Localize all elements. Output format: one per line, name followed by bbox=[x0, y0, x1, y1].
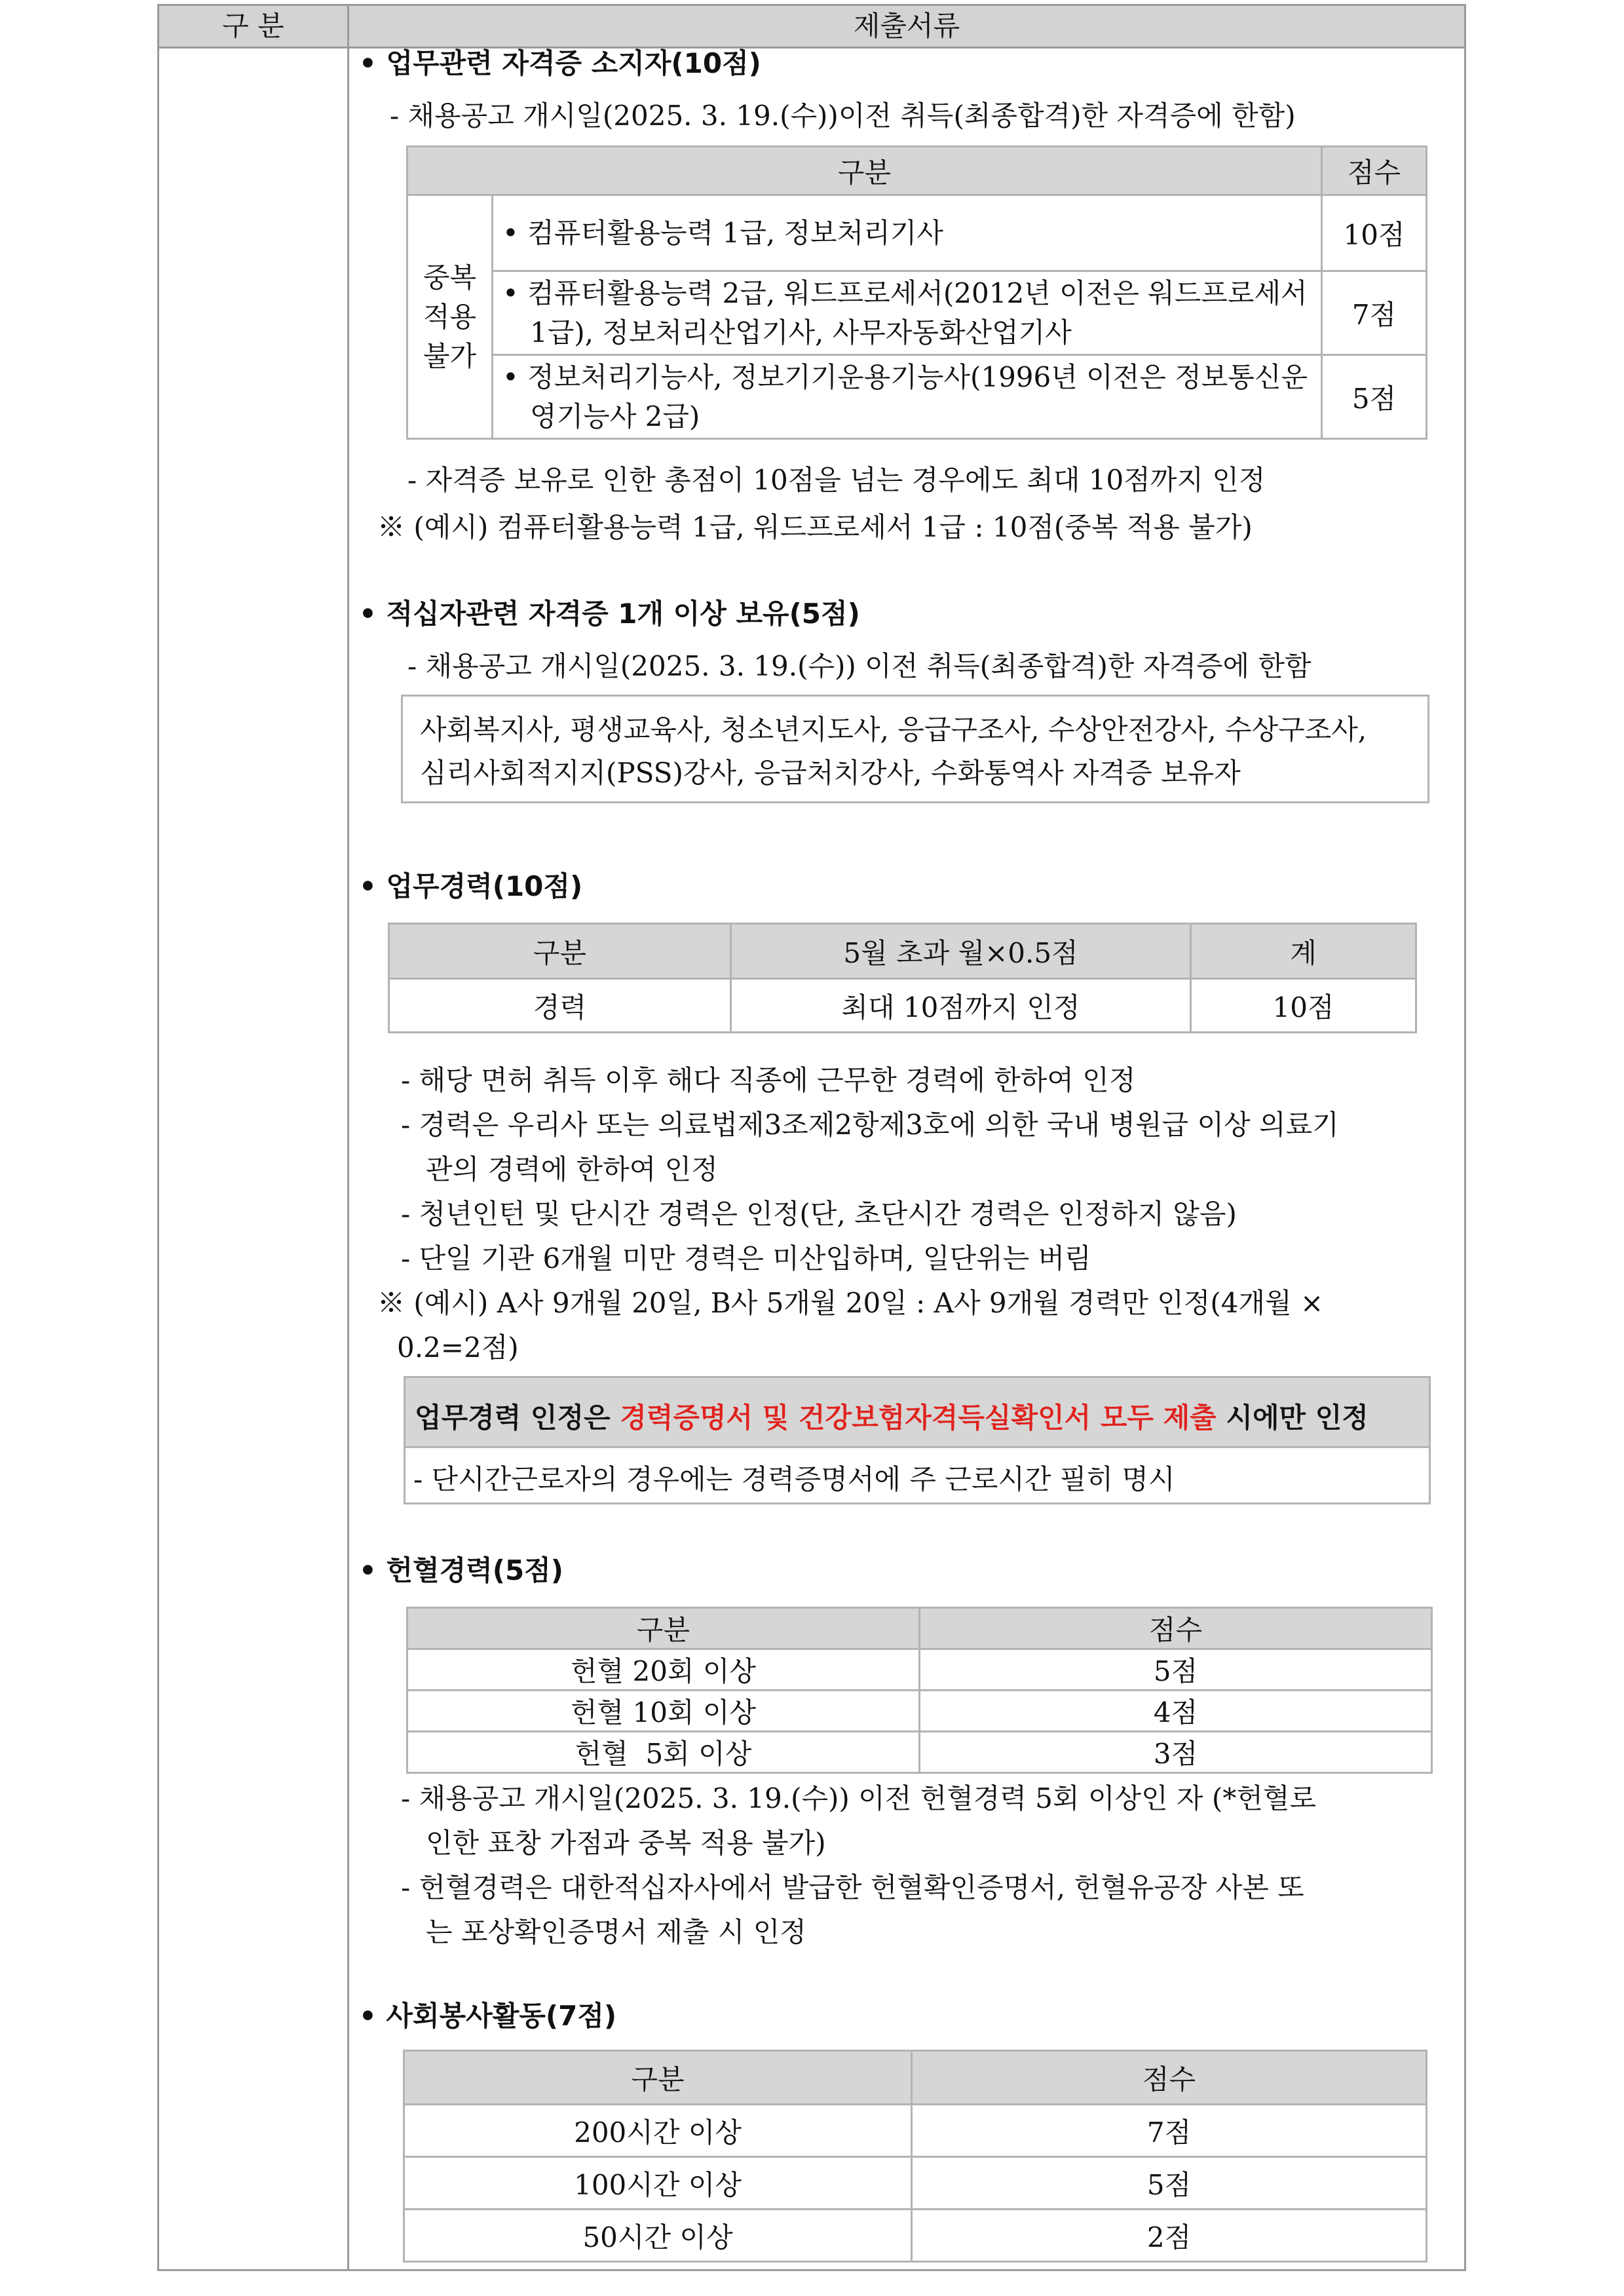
table-header bbox=[159, 6, 1464, 48]
s2-title: • 적십자관련 자격증 1개 이상 보유(5점) bbox=[359, 598, 860, 630]
s2-box-line: 사회복지사, 평생교육사, 청소년지도사, 응급구조사, 수상안전강사, 수상구조사, bbox=[420, 714, 1367, 746]
s3-table bbox=[388, 923, 1417, 1033]
s3-th: 구분 bbox=[389, 924, 731, 979]
s1-th-item: 구분 bbox=[407, 147, 1322, 195]
s3-title: • 업무경력(10점) bbox=[359, 870, 583, 902]
s1-row-line: • 정보처리기능사, 정보기기운용기능사(1996년 이전은 정보통신운 bbox=[502, 360, 1308, 393]
s3-box-red: 경력증명서 및 건강보험자격득실확인서 모두 제출 bbox=[620, 1402, 1217, 1434]
s3-box-post: 시에만 인정 bbox=[1216, 1402, 1369, 1434]
s1-group-line: 불가 bbox=[423, 339, 477, 372]
s3-th: 5월 초과 월×0.5점 bbox=[731, 924, 1191, 979]
s1-row-item bbox=[493, 355, 1322, 439]
column-divider bbox=[347, 6, 349, 2269]
s1-th-score: 점수 bbox=[1322, 147, 1427, 195]
s1-row-item bbox=[493, 271, 1322, 355]
s1-row-item bbox=[493, 195, 1322, 271]
s4-cell: 4점 bbox=[920, 1691, 1432, 1732]
s3-note: - 단일 기관 6개월 미만 경력은 미산입하며, 일단위는 버림 bbox=[401, 1242, 1091, 1274]
s1-row-line: 영기능사 2급) bbox=[530, 400, 700, 432]
s4-th: 점수 bbox=[920, 1608, 1432, 1649]
s2-box-line: 심리사회적지지(PSS)강사, 응급처치강사, 수화통역사 자격증 보유자 bbox=[420, 757, 1241, 789]
s1-group-line: 적용 bbox=[423, 300, 477, 333]
s5-cell: 200시간 이상 bbox=[404, 2105, 912, 2157]
s3-th: 계 bbox=[1191, 924, 1416, 979]
s2-note1: - 채용공고 개시일(2025. 3. 19.(수)) 이전 취득(최종합격)한 자격증에 한함 bbox=[407, 650, 1312, 682]
s4-cell: 헌혈 5회 이상 bbox=[407, 1732, 920, 1773]
s4-note: 는 포상확인증명서 제출 시 인정 bbox=[426, 1916, 806, 1948]
s3-cell: 경력 bbox=[389, 979, 731, 1033]
s3-box-text bbox=[415, 1396, 1369, 1436]
s5-cell: 100시간 이상 bbox=[404, 2157, 912, 2210]
s4-cell: 헌혈 20회 이상 bbox=[407, 1649, 920, 1691]
s1-note2: - 자격증 보유로 인한 총점이 10점을 넘는 경우에도 최대 10점까지 인정 bbox=[407, 464, 1266, 496]
s3-box bbox=[404, 1376, 1431, 1504]
s5-th: 점수 bbox=[912, 2051, 1427, 2105]
s4-cell: 5점 bbox=[920, 1649, 1432, 1691]
s5-cell: 50시간 이상 bbox=[404, 2210, 912, 2262]
s3-note: ※ (예시) A사 9개월 20일, B사 5개월 20일 : A사 9개월 경력만 인정(4개월 × bbox=[377, 1287, 1324, 1319]
s3-box-pre: 업무경력 인정은 bbox=[415, 1402, 620, 1434]
s4-title: • 헌혈경력(5점) bbox=[359, 1554, 563, 1586]
s5-cell: 2점 bbox=[912, 2210, 1427, 2262]
s5-cell: 5점 bbox=[912, 2157, 1427, 2210]
s5-th: 구분 bbox=[404, 2051, 912, 2105]
s1-group-line: 중복 bbox=[423, 261, 477, 294]
s4-cell: 3점 bbox=[920, 1732, 1432, 1773]
s3-box-header bbox=[406, 1378, 1429, 1448]
s3-box-note: - 단시간근로자의 경우에는 경력증명서에 주 근로시간 필히 명시 bbox=[413, 1463, 1175, 1495]
header-documents: 제출서류 bbox=[853, 10, 960, 42]
s4-note: 인한 표창 가점과 중복 적용 불가) bbox=[426, 1827, 826, 1859]
s1-row-line: • 컴퓨터활용능력 2급, 워드프로세서(2012년 이전은 워드프로세서 bbox=[502, 277, 1308, 309]
s4-cell: 헌혈 10회 이상 bbox=[407, 1691, 920, 1732]
s4-th: 구분 bbox=[407, 1608, 920, 1649]
s5-table bbox=[403, 2050, 1427, 2263]
s5-cell: 7점 bbox=[912, 2105, 1427, 2157]
header-category: 구 분 bbox=[222, 10, 284, 42]
s3-note: - 경력은 우리사 또는 의료법제3조제2항제3호에 의한 국내 병원급 이상 의료기 bbox=[401, 1109, 1339, 1141]
s1-group-cell bbox=[407, 195, 493, 439]
s4-note: - 헌혈경력은 대한적십자사에서 발급한 헌혈확인증명서, 헌혈유공장 사본 또 bbox=[401, 1871, 1304, 1904]
s1-row-score: 5점 bbox=[1322, 355, 1427, 439]
s3-note: 관의 경력에 한하여 인정 bbox=[426, 1153, 718, 1185]
s1-row-line: • 컴퓨터활용능력 1급, 정보처리기사 bbox=[502, 216, 943, 249]
s1-row-score: 7점 bbox=[1322, 271, 1427, 355]
s1-row-line: 1급), 정보처리산업기사, 사무자동화산업기사 bbox=[530, 316, 1072, 349]
s3-note: 0.2=2점) bbox=[397, 1331, 519, 1364]
s3-cell: 최대 10점까지 인정 bbox=[731, 979, 1191, 1033]
s4-table bbox=[406, 1607, 1433, 1774]
s3-note: - 해당 면허 취득 이후 해다 직종에 근무한 경력에 한하여 인정 bbox=[401, 1064, 1136, 1096]
s3-cell: 10점 bbox=[1191, 979, 1416, 1033]
s4-note: - 채용공고 개시일(2025. 3. 19.(수)) 이전 헌혈경력 5회 이상인 자 (*헌혈로 bbox=[401, 1782, 1317, 1814]
s1-title: • 업무관련 자격증 소지자(10점) bbox=[359, 47, 761, 79]
s1-note1: - 채용공고 개시일(2025. 3. 19.(수))이전 취득(최종합격)한 자격증에 한함) bbox=[390, 100, 1296, 132]
s3-note: - 청년인턴 및 단시간 경력은 인정(단, 초단시간 경력은 인정하지 않음) bbox=[401, 1198, 1237, 1230]
s5-title: • 사회봉사활동(7점) bbox=[359, 2000, 617, 2032]
s1-table bbox=[406, 145, 1427, 440]
s1-note3: ※ (예시) 컴퓨터활용능력 1급, 워드프로세서 1급 : 10점(중복 적용 불가) bbox=[377, 511, 1253, 543]
s2-box bbox=[401, 695, 1429, 803]
s1-row-score: 10점 bbox=[1322, 195, 1427, 271]
